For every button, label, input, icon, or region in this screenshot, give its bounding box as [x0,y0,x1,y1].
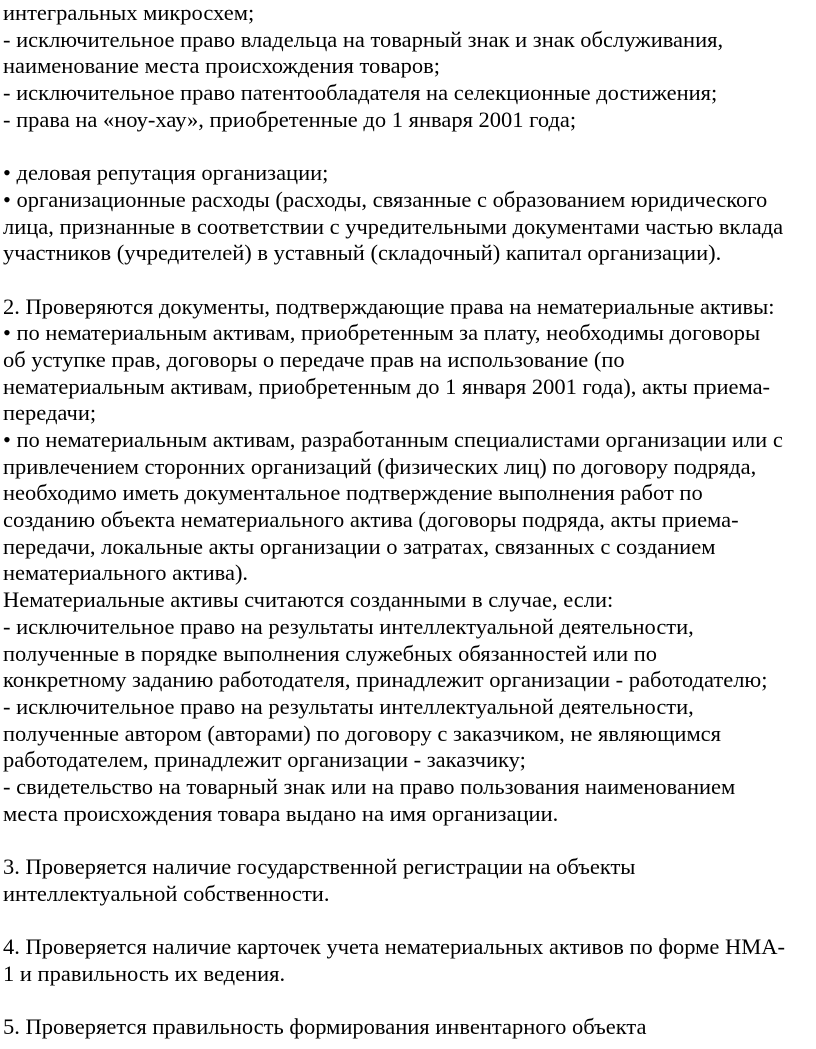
text-line: конкретному заданию работодателя, принадлежит организации - работодателю; [3,667,768,693]
text-line: передачи; [3,400,97,426]
text-line: - исключительное право владельца на товарный знак и знак обслуживания, [3,26,724,52]
text-line: передачи, локальные акты организации о затратах, связанных с созданием [3,533,716,559]
paragraph-gap [3,827,816,854]
text-line: полученные в порядке выполнения служебных обязанностей или по [3,640,658,666]
text-line: необходимо иметь документальное подтверждение выполнения работ по [3,480,703,506]
text-line: об уступке прав, договоры о передаче прав на использование (по [3,346,625,372]
text-line: - исключительное право на результаты интеллектуальной деятельности, [3,613,694,639]
text-line: нематериального актива). [3,560,249,586]
text-line: 5. Проверяется правильность формирования инвентарного объекта [3,1014,647,1040]
text-line: - права на «ноу-хау», приобретенные до 1 января 2001 года; [3,106,577,132]
text-line: места происхождения товара выдано на имя организации. [3,800,559,826]
text-line: интегральных микросхем; [3,0,255,25]
text-line: нематериальным активам, приобретенным до 1 января 2001 года), акты приема- [3,373,771,399]
text-line: - исключительное право патентообладателя на селекционные достижения; [3,80,718,106]
text-line: интеллектуальной собственности. [3,880,330,906]
text-line: 4. Проверяется наличие карточек учета нематериальных активов по форме НМА- [3,934,786,960]
paragraph-gap [3,267,816,294]
text-line: наименование места происхождения товаров; [3,53,440,79]
text-line: созданию объекта нематериального актива (договоры подряда, акты приема- [3,507,739,533]
paragraph-gap [3,987,816,1014]
text-line: лица, признанные в соответствии с учредительными документами частью вклада [3,213,784,239]
text-line: - свидетельство на товарный знак или на право пользования наименованием [3,773,736,799]
text-line: - исключительное право на результаты интеллектуальной деятельности, [3,693,694,719]
text-line: • по нематериальным активам, приобретенным за плату, необходимы договоры [3,320,761,346]
text-line: работодателем, принадлежит организации - заказчику; [3,747,526,773]
text-line: 3. Проверяется наличие государственной регистрации на объекты [3,854,636,879]
text-line: • деловая репутация организации; [3,160,329,186]
text-line: • организационные расходы (расходы, связанные с образованием юридического [3,186,768,212]
text-line: 2. Проверяются документы, подтверждающие права на нематериальные активы: [3,293,775,319]
text-line: участников (учредителей) в уставный (складочный) капитал организации). [3,240,722,266]
text-line: привлечением сторонних организаций (физических лиц) по договору подряда, [3,453,757,479]
text-line: Нематериальные активы считаются созданными в случае, если: [3,587,614,613]
text-line: • по нематериальным активам, разработанным специалистами организации или с [3,427,783,452]
text-line: полученные автором (авторами) по договору с заказчиком, не являющимся [3,720,722,746]
text-line: 1 и правильность их ведения. [3,960,286,986]
paragraph-gap [3,133,816,160]
paragraph-gap [3,907,816,934]
